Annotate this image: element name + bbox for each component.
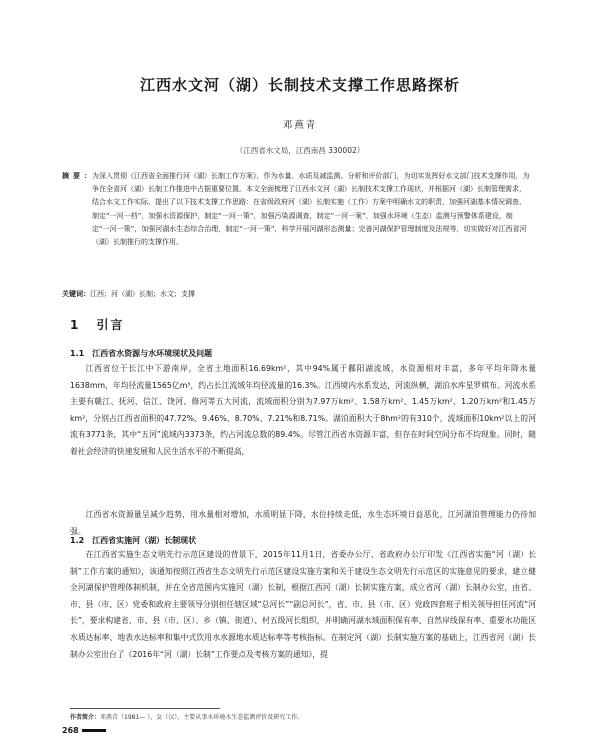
paragraph-water-resources: 江西省位于长江中下游南岸，全省土地面积16.69km²，其中94%属于鄱阳湖流域，水资源相对丰富，多年平均年降水量1638mm，年均径流量1565亿m³，约占长江流域年均径流量的16.3%。江西境内水系发达，河流纵横，湖泊水库星罗棋布。河流水系主要有赣江、抚河、信江、饶河、修河等五大河流，流域面积分别为7.97万km²、1.58万km²、1.45万km²、1.20万km²和1.45万km²，分别占江西省面积的47.72%、9.46%、8.70%、7.21%和8.71%。湖泊面积大于8hm²的有310个，流域面积10km²以上的河流有3771条，其中“五河”流域内3373条，约占河流总数的89.4%。尽管江西省水资源丰富，但存在时间空间分布不均现象。同时，随着社会经济的快速发展和人民生活水平的不断提高， bbox=[70, 364, 536, 456]
subsection-number: 1.2 bbox=[70, 536, 85, 545]
section-number: 1 bbox=[70, 318, 81, 332]
abstract-text: 为深入贯彻《江西省全面推行河（湖）长制工作方案》，作为水量、水质及减监测、分析和评价部门，为切实发挥好水文部门技术支撑作用，为争在全省河（湖）长制工作推进中占据重要位置。本文全面梳理了江西水文河（湖）长制技术支撑工作现状，并根据河（湖）长制管理需求，结合水文工作实际，提出了以下技术支撑工作思路：在省级政府河（湖）长制实施（工作）方案中明确水文的职责，加强河湖基本情况调查，制定“一河一档”，加强水资源保护，制定“一河一策”，加强污染源调查，制定“一河一案”，加强水环境（生态）监测与预警体系建设，制定“一河一策”，加强河湖水生态综合治理，制定“一河一策”，科学开展河湖形态测量；完善河湖保护管理制度及法规等，切实做好对江西省河（湖）长制推行的支撑作用。 bbox=[92, 172, 530, 247]
subsection-title: 江西省水资源与水环境现状及问题 bbox=[92, 349, 213, 358]
subsection-heading-1-1 bbox=[70, 348, 212, 359]
page-number-bar bbox=[82, 729, 106, 732]
paragraph-water-decline: 江西省水资源量呈减少趋势，用水量相对增加，水质明显下降，水位持续走低，水生态环境日益恶化，江河湖泊管理能力仍待加强。 bbox=[70, 510, 536, 536]
subsection-number: 1.1 bbox=[70, 349, 85, 358]
abstract bbox=[62, 170, 530, 249]
subsection-heading-1-2 bbox=[70, 535, 196, 546]
keywords bbox=[62, 289, 532, 299]
section-heading-introduction bbox=[70, 316, 125, 333]
footnote-divider bbox=[70, 708, 220, 709]
abstract-label: 摘要： bbox=[62, 172, 95, 180]
subsection-title: 江西省实施河（湖）长制现状 bbox=[92, 536, 197, 545]
keywords-label: 关键词： bbox=[62, 290, 90, 298]
section-title: 引言 bbox=[96, 318, 125, 332]
keywords-text: 江西；河（湖）长制；水文；支撑 bbox=[90, 290, 195, 298]
footnote-text: 邓燕青（1981— ），女（汉），主要从事水环境水生态监测评价及研究工作。 bbox=[100, 714, 304, 721]
page-number bbox=[62, 726, 106, 735]
author-affiliation: （江西省水文局，江西南昌 330002） bbox=[235, 146, 365, 155]
article-title: 江西水文河（湖）长制技术支撑工作思路探析 bbox=[139, 76, 460, 94]
author-name: 邓燕青 bbox=[282, 120, 318, 131]
page-number-text: 268 bbox=[62, 726, 79, 735]
author-footnote bbox=[70, 712, 536, 721]
paragraph-river-chief-system: 在江西省实施生态文明先行示范区建设的背景下，2015年11月1日，省委办公厅、省政府办公厅印发《江西省实施“河（湖）长制”工作方案的通知》，该通知按照江西省生态文明先行示范区建设实施方案和关于建设生态文明先行示范区的实施意见的要求，建立健全河湖保护管理体制机制，并在全省范围内实施河（湖）长制，根据江西河（湖）长制实施方案，成立省河（湖）长制办公室，由省、市、县（市、区）党委和政府主要领导分别担任辖区域“总河长”“副总河长”，省、市、县（市、区）党政四套班子相关领导担任河流“河长”，要求构建省、市、县（市、区）、乡（镇、街道）、村五级河长组织，并明确河湖水域面积保有率、自然岸线保有率、重要水功能区水质达标率、地表水达标率和集中式饮用水水源地水质达标率等考核指标。在制定河（湖）长制实施方案的基础上，江西省河（湖）长制办公室出台了《2016年“河（湖）长制”工作要点及考核方案的通知》，提 bbox=[70, 550, 536, 659]
footnote-label: 作者简介： bbox=[70, 714, 101, 721]
